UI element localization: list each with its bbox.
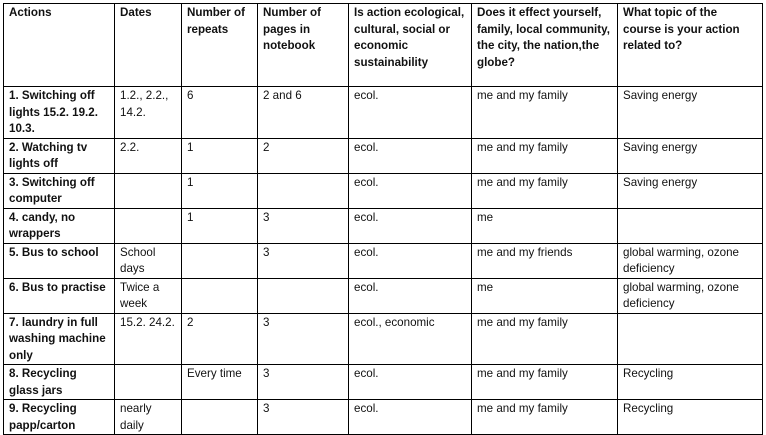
dates-cell: 2.2. bbox=[115, 138, 182, 173]
table-row bbox=[4, 313, 763, 365]
repeats-cell bbox=[182, 243, 258, 278]
topic-cell: Recycling bbox=[618, 400, 763, 435]
table-row bbox=[4, 208, 763, 243]
effect-cell: me bbox=[472, 278, 618, 313]
sustainability-actions-table bbox=[3, 3, 763, 435]
type-cell: ecol. bbox=[349, 365, 472, 400]
repeats-cell bbox=[182, 278, 258, 313]
topic-cell: Saving energy bbox=[618, 87, 763, 139]
header-effect: Does it effect yourself, family, local community, the city, the nation,the globe? bbox=[472, 4, 618, 87]
dates-cell bbox=[115, 365, 182, 400]
type-cell: ecol. bbox=[349, 208, 472, 243]
effect-cell: me and my family bbox=[472, 400, 618, 435]
action-cell: 3. Switching off computer bbox=[4, 173, 115, 208]
table-row bbox=[4, 173, 763, 208]
table-row bbox=[4, 243, 763, 278]
topic-cell: Saving energy bbox=[618, 138, 763, 173]
pages-cell: 2 bbox=[258, 138, 349, 173]
topic-cell bbox=[618, 313, 763, 365]
pages-cell: 3 bbox=[258, 208, 349, 243]
pages-cell: 3 bbox=[258, 243, 349, 278]
pages-cell bbox=[258, 173, 349, 208]
action-cell: 5. Bus to school bbox=[4, 243, 115, 278]
repeats-cell: 1 bbox=[182, 173, 258, 208]
header-row bbox=[4, 4, 763, 87]
repeats-cell: 2 bbox=[182, 313, 258, 365]
dates-cell bbox=[115, 208, 182, 243]
table-row bbox=[4, 87, 763, 139]
effect-cell: me and my family bbox=[472, 87, 618, 139]
topic-cell: global warming, ozone deficiency bbox=[618, 278, 763, 313]
dates-cell: 15.2. 24.2. bbox=[115, 313, 182, 365]
topic-cell: global warming, ozone deficiency bbox=[618, 243, 763, 278]
table-row bbox=[4, 278, 763, 313]
effect-cell: me and my family bbox=[472, 365, 618, 400]
dates-cell: 1.2., 2.2., 14.2. bbox=[115, 87, 182, 139]
pages-cell: 2 and 6 bbox=[258, 87, 349, 139]
dates-cell bbox=[115, 173, 182, 208]
repeats-cell: Every time bbox=[182, 365, 258, 400]
type-cell: ecol. bbox=[349, 278, 472, 313]
dates-cell: School days bbox=[115, 243, 182, 278]
action-cell: 1. Switching off lights 15.2. 19.2. 10.3. bbox=[4, 87, 115, 139]
header-repeats: Number of repeats bbox=[182, 4, 258, 87]
topic-cell: Recycling bbox=[618, 365, 763, 400]
header-actions: Actions bbox=[4, 4, 115, 87]
repeats-cell bbox=[182, 400, 258, 435]
effect-cell: me and my family bbox=[472, 138, 618, 173]
pages-cell bbox=[258, 278, 349, 313]
table-row bbox=[4, 138, 763, 173]
topic-cell bbox=[618, 208, 763, 243]
dates-cell: Twice a week bbox=[115, 278, 182, 313]
action-cell: 8. Recycling glass jars bbox=[4, 365, 115, 400]
action-cell: 6. Bus to practise bbox=[4, 278, 115, 313]
dates-cell: nearly daily bbox=[115, 400, 182, 435]
type-cell: ecol. bbox=[349, 87, 472, 139]
action-cell: 9. Recycling papp/carton bbox=[4, 400, 115, 435]
pages-cell: 3 bbox=[258, 365, 349, 400]
action-cell: 2. Watching tv lights off bbox=[4, 138, 115, 173]
action-cell: 7. laundry in full washing machine only bbox=[4, 313, 115, 365]
effect-cell: me and my friends bbox=[472, 243, 618, 278]
action-cell: 4. candy, no wrappers bbox=[4, 208, 115, 243]
pages-cell: 3 bbox=[258, 400, 349, 435]
topic-cell: Saving energy bbox=[618, 173, 763, 208]
pages-cell: 3 bbox=[258, 313, 349, 365]
type-cell: ecol., economic bbox=[349, 313, 472, 365]
table-row bbox=[4, 365, 763, 400]
type-cell: ecol. bbox=[349, 138, 472, 173]
repeats-cell: 1 bbox=[182, 138, 258, 173]
repeats-cell: 6 bbox=[182, 87, 258, 139]
type-cell: ecol. bbox=[349, 173, 472, 208]
header-dates: Dates bbox=[115, 4, 182, 87]
type-cell: ecol. bbox=[349, 243, 472, 278]
table-row bbox=[4, 400, 763, 435]
type-cell: ecol. bbox=[349, 400, 472, 435]
header-sustainability-type: Is action ecological, cultural, social or economic sustainability bbox=[349, 4, 472, 87]
header-topic: What topic of the course is your action related to? bbox=[618, 4, 763, 87]
header-pages: Number of pages in notebook bbox=[258, 4, 349, 87]
effect-cell: me and my family bbox=[472, 313, 618, 365]
repeats-cell: 1 bbox=[182, 208, 258, 243]
effect-cell: me and my family bbox=[472, 173, 618, 208]
effect-cell: me bbox=[472, 208, 618, 243]
